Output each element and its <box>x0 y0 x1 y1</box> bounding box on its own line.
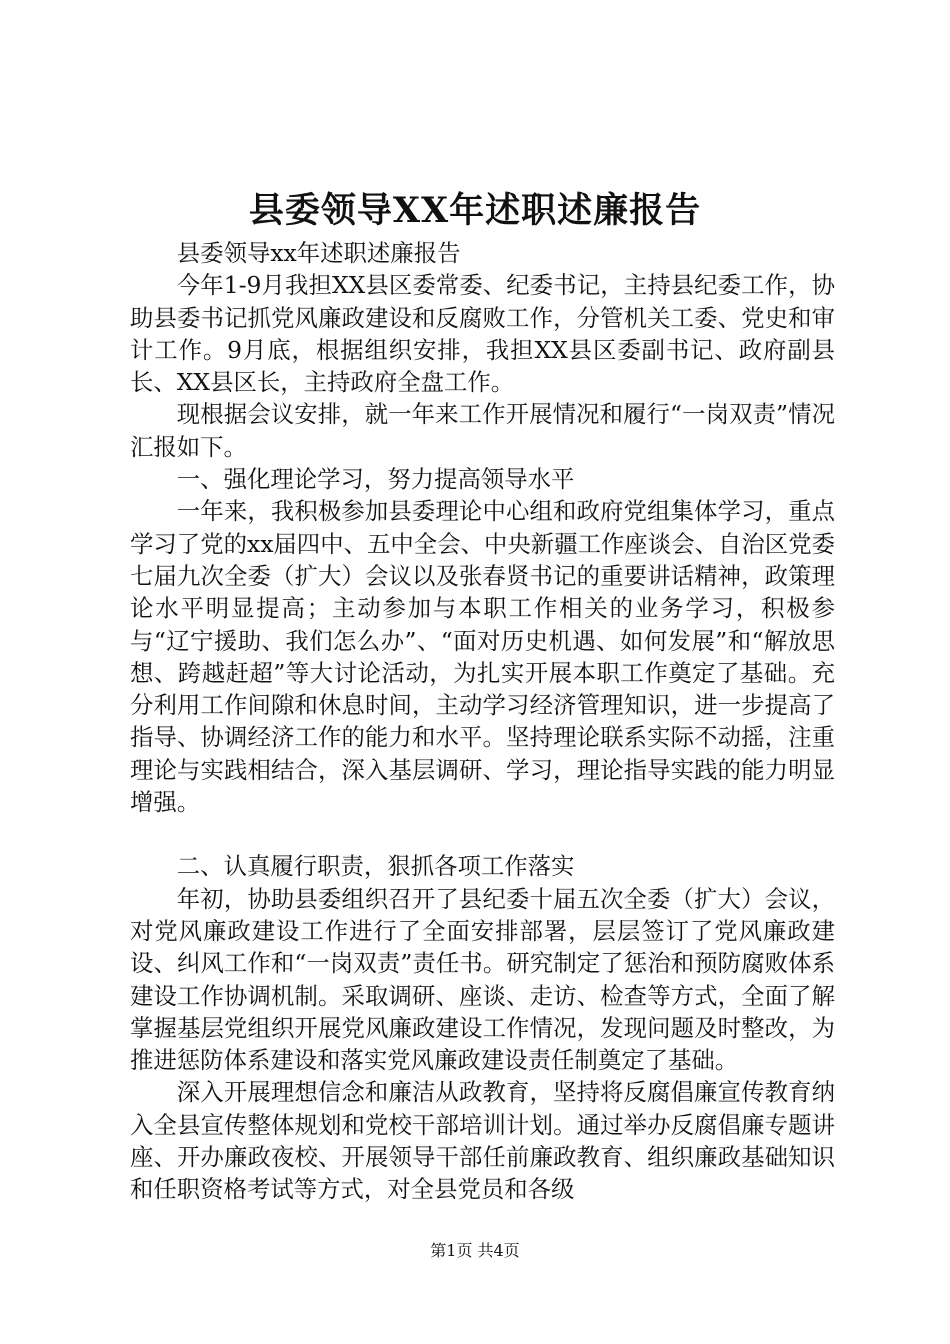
document-body <box>130 237 835 1206</box>
page-number: 第1页 共4页 <box>430 1241 520 1260</box>
body-paragraph: 年初，协助县委组织召开了县纪委十届五次全委（扩大）会议，对党风廉政建设工作进行了全面安排部署，层层签订了党风廉政建设、纠风工作和“一岗双责”责任书。研究制定了惩治和预防腐败体系建设工作协调机制。采取调研、座谈、走访、检查等方式，全面了解掌握基层党组织开展党风廉政建设工作情况，发现问题及时整改，为推进惩防体系建设和落实党风廉政建设责任制奠定了基础。 <box>130 884 835 1075</box>
section-heading: 二、认真履行职责，狠抓各项工作落实 <box>176 852 575 881</box>
body-paragraph: 深入开展理想信念和廉洁从政教育，坚持将反腐倡廉宣传教育纳入全县宣传整体规划和党校干部培训计划。通过举办反腐倡廉专题讲座、开办廉政夜校、开展领导干部任前廉政教育、组织廉政基础知识和任职资格考试等方式，对全县党员和各级 <box>130 1078 835 1204</box>
body-paragraph: 今年1-9月我担XX县区委常委、纪委书记，主持县纪委工作，协助县委书记抓党风廉政建设和反腐败工作，分管机关工委、党史和审计工作。9月底，根据组织安排，我担XX县区委副书记、政府副县长、XX县区长，主持政府全盘工作。 <box>130 271 835 397</box>
body-paragraph: 现根据会议安排，就一年来工作开展情况和履行“一岗双责”情况汇报如下。 <box>130 400 835 461</box>
document-title: 县委领导XX年述职述廉报告 <box>248 190 702 231</box>
body-paragraph: 一年来，我积极参加县委理论中心组和政府党组集体学习，重点学习了党的xx届四中、五中全会、中央新疆工作座谈会、自治区党委七届九次全委（扩大）会议以及张春贤书记的重要讲话精神，政策理论水平明显提高；主动参加与本职工作相关的业务学习，积极参与“辽宁援助、我们怎么办”、“面对历史机遇、如何发展”和“解放思想、跨越赶超”等大讨论活动，为扎实开展本职工作奠定了基础。充分利用工作间隙和休息时间，主动学习经济管理知识，进一步提高了指导、协调经济工作的能力和水平。坚持理论联系实际不动摇，注重理论与实践相结合，深入基层调研、学习，理论指导实践的能力明显增强。 <box>130 497 835 817</box>
subtitle-paragraph: 县委领导xx年述职述廉报告 <box>176 239 461 267</box>
section-heading: 一、强化理论学习，努力提高领导水平 <box>176 465 575 494</box>
